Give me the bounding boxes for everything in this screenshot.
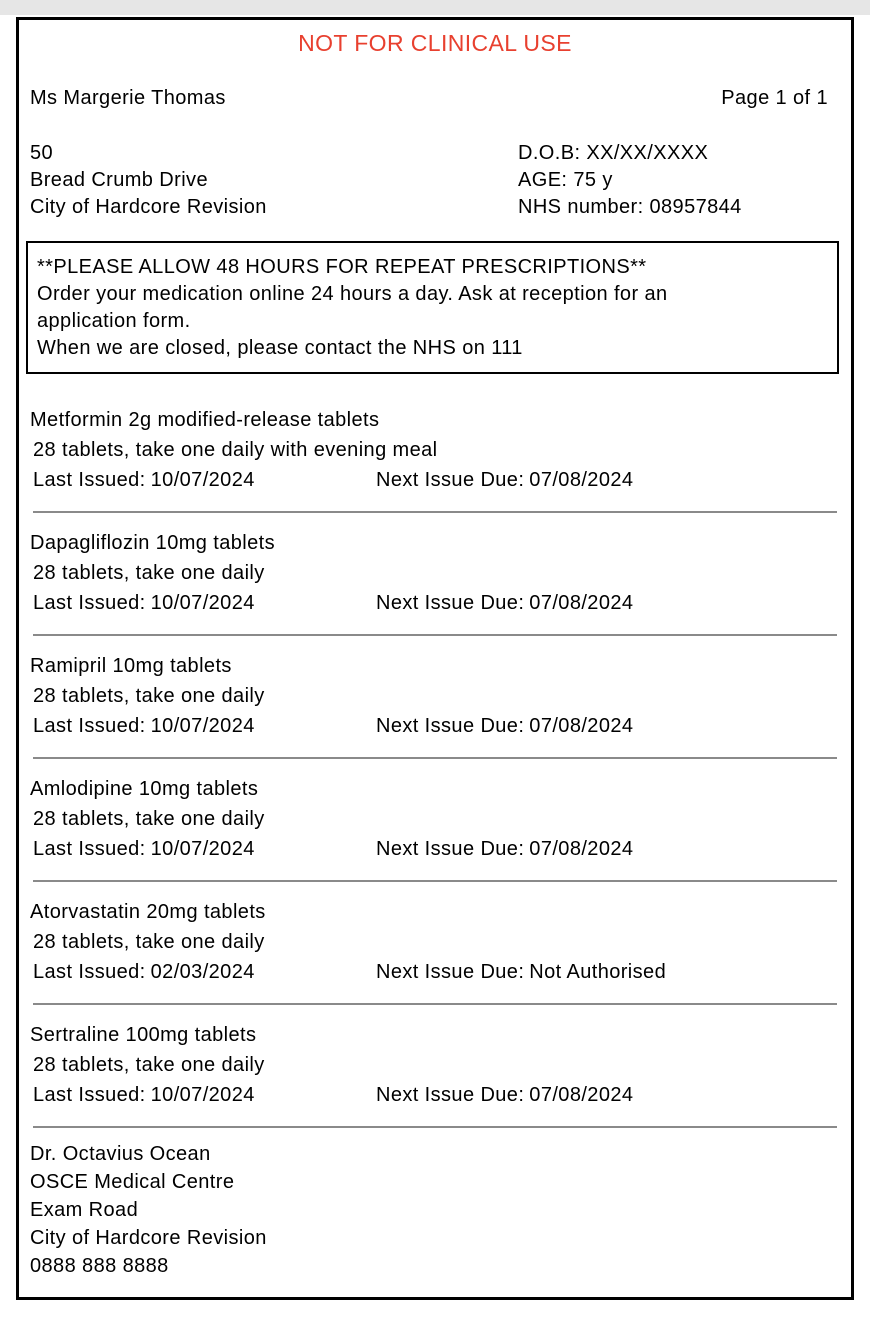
med-name: Atorvastatin 20mg tablets (30, 901, 266, 923)
notice-body: Order your medication online 24 hours a day. Ask at reception for an application form. (37, 283, 668, 332)
next-issue-due (376, 1084, 633, 1106)
medication-item (19, 1005, 851, 1126)
last-issued-label: Last Issued: (33, 1084, 146, 1106)
medication-item (19, 882, 851, 1003)
notice-closed-line: When we are closed, please contact the NHS on 111 (37, 337, 523, 359)
last-issued-value: 02/03/2024 (150, 961, 255, 983)
last-issued-value: 10/07/2024 (150, 1084, 255, 1106)
not-for-clinical-use-banner: NOT FOR CLINICAL USE (298, 30, 572, 56)
medication-item (19, 390, 851, 511)
med-name: Metformin 2g modified-release tablets (30, 409, 380, 431)
med-directions: 28 tablets, take one daily (33, 562, 265, 584)
next-due-label: Next Issue Due: (376, 592, 525, 614)
age-value: AGE: 75 y (518, 169, 613, 191)
next-due-label: Next Issue Due: (376, 961, 525, 983)
nhs-number: NHS number: 08957844 (518, 196, 742, 218)
last-issued-label: Last Issued: (33, 592, 146, 614)
next-due-value: 07/08/2024 (529, 1084, 634, 1106)
address-line-2: Bread Crumb Drive (30, 169, 208, 191)
med-dates (19, 957, 851, 987)
med-name: Sertraline 100mg tablets (30, 1024, 257, 1046)
page-gap (0, 0, 870, 15)
med-directions: 28 tablets, take one daily with evening meal (33, 439, 438, 461)
last-issued (33, 465, 376, 495)
medication-item (19, 636, 851, 757)
patient-demographics (518, 140, 742, 221)
last-issued-value: 10/07/2024 (150, 838, 255, 860)
patient-name: Ms Margerie Thomas (30, 87, 226, 109)
dob-value: D.O.B: XX/XX/XXXX (518, 142, 709, 164)
last-issued (33, 834, 376, 864)
med-directions: 28 tablets, take one daily (33, 1054, 265, 1076)
address-line-3: City of Hardcore Revision (30, 196, 267, 218)
next-due-label: Next Issue Due: (376, 469, 525, 491)
med-name: Dapagliflozin 10mg tablets (30, 532, 275, 554)
address-line-1: 50 (30, 142, 54, 164)
next-issue-due (376, 592, 633, 614)
page-indicator: Page 1 of 1 (721, 87, 828, 109)
practice-phone: 0888 888 8888 (30, 1255, 169, 1277)
patient-address (30, 140, 518, 221)
last-issued-value: 10/07/2024 (150, 592, 255, 614)
last-issued-label: Last Issued: (33, 469, 146, 491)
med-directions: 28 tablets, take one daily (33, 808, 265, 830)
last-issued (33, 957, 376, 987)
next-due-value: 07/08/2024 (529, 592, 634, 614)
med-name: Ramipril 10mg tablets (30, 655, 232, 677)
last-issued-value: 10/07/2024 (150, 469, 255, 491)
medication-item (19, 759, 851, 880)
notice-heading: **PLEASE ALLOW 48 HOURS FOR REPEAT PRESCRIPTIONS** (37, 256, 647, 278)
next-issue-due (376, 715, 633, 737)
med-dates (19, 588, 851, 618)
next-due-value: 07/08/2024 (529, 838, 634, 860)
med-dates (19, 834, 851, 864)
med-dates (19, 1080, 851, 1110)
med-dates (19, 465, 851, 495)
next-due-value: Not Authorised (529, 961, 667, 983)
practice-city: City of Hardcore Revision (30, 1227, 267, 1249)
practice-road: Exam Road (30, 1199, 139, 1221)
last-issued-value: 10/07/2024 (150, 715, 255, 737)
last-issued (33, 588, 376, 618)
med-dates (19, 711, 851, 741)
doctor-name: Dr. Octavius Ocean (30, 1143, 211, 1165)
practice-name: OSCE Medical Centre (30, 1171, 235, 1193)
med-directions: 28 tablets, take one daily (33, 931, 265, 953)
next-due-label: Next Issue Due: (376, 1084, 525, 1106)
medication-divider (33, 1126, 837, 1128)
med-name: Amlodipine 10mg tablets (30, 778, 259, 800)
next-issue-due (376, 469, 633, 491)
last-issued-label: Last Issued: (33, 715, 146, 737)
med-directions: 28 tablets, take one daily (33, 685, 265, 707)
repeat-prescription-notice (26, 241, 839, 374)
patient-info-row (30, 140, 851, 221)
header-row (30, 85, 828, 112)
last-issued (33, 711, 376, 741)
last-issued (33, 1080, 376, 1110)
next-issue-due (376, 961, 666, 983)
last-issued-label: Last Issued: (33, 961, 146, 983)
practice-details (30, 1140, 851, 1280)
last-issued-label: Last Issued: (33, 838, 146, 860)
next-due-value: 07/08/2024 (529, 715, 634, 737)
next-issue-due (376, 838, 633, 860)
next-due-value: 07/08/2024 (529, 469, 634, 491)
next-due-label: Next Issue Due: (376, 715, 525, 737)
medication-item (19, 513, 851, 634)
medication-list (19, 390, 851, 1128)
next-due-label: Next Issue Due: (376, 838, 525, 860)
prescription-page (16, 17, 854, 1300)
